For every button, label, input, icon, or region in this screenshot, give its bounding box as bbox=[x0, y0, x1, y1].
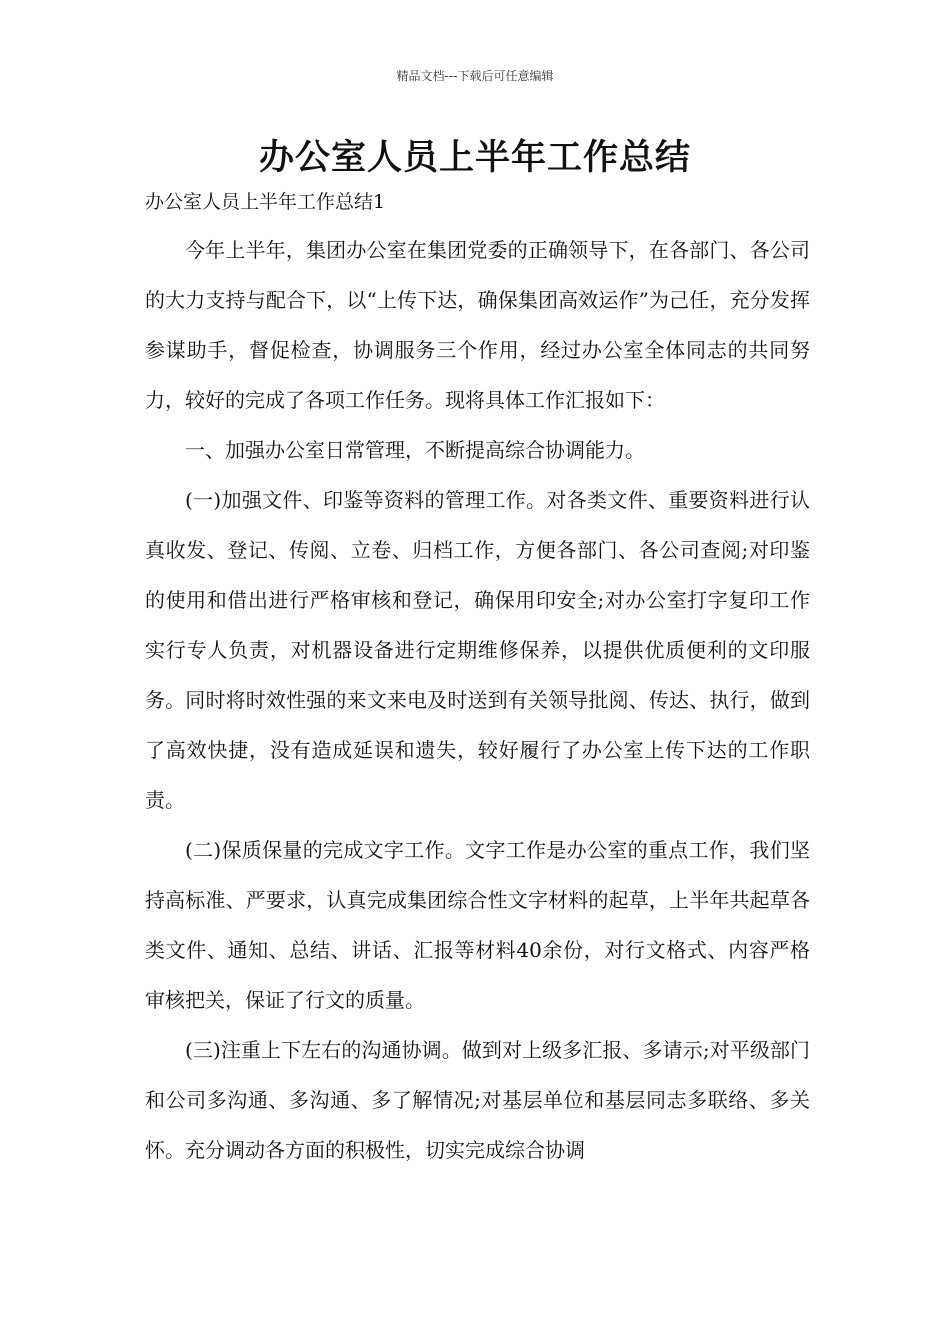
header-note: 精品文档---下载后可任意编辑 bbox=[396, 69, 554, 83]
paragraph-item-2: (二)保质保量的完成文字工作。文字工作是办公室的重点工作，我们坚持高标准、严要求，认真完成集团综合性文字材料的起草，上半年共起草各类文件、通知、总结、讲话、汇报等材料40余份，对行文格式、内容严格审核把关，保证了行文的质量。 bbox=[145, 838, 810, 1012]
paragraph-item-1: (一)加强文件、印鉴等资料的管理工作。对各类文件、重要资料进行认真收发、登记、传阅、立卷、归档工作，方便各部门、各公司查阅;对印鉴的使用和借出进行严格审核和登记，确保用印安全;对办公室打字复印工作实行专人负责，对机器设备进行定期维修保养，以提供优质便利的文印服务。同时将时效性强的来文来电及时送到有关领导批阅、传达、执行，做到了高效快捷，没有造成延误和遗失，较好履行了办公室上传下达的工作职责。 bbox=[145, 488, 810, 812]
section-heading-1: 一、加强办公室日常管理，不断提高综合协调能力。 bbox=[185, 438, 645, 462]
document-body bbox=[145, 225, 810, 1175]
paragraph-intro: 今年上半年，集团办公室在集团党委的正确领导下，在各部门、各公司的大力支持与配合下，以“上传下达，确保集团高效运作”为己任，充分发挥参谋助手，督促检查，协调服务三个作用，经过办公室全体同志的共同努力，较好的完成了各项工作任务。现将具体工作汇报如下： bbox=[145, 238, 810, 412]
document-subtitle: 办公室人员上半年工作总结1 bbox=[145, 191, 386, 213]
document-title: 办公室人员上半年工作总结 bbox=[258, 138, 691, 178]
paragraph-item-3: (三)注重上下左右的沟通协调。做到对上级多汇报、多请示;对平级部门和公司多沟通、多沟通、多了解情况;对基层单位和基层同志多联络、多关怀。充分调动各方面的积极性，切实完成综合协调 bbox=[145, 1038, 810, 1162]
